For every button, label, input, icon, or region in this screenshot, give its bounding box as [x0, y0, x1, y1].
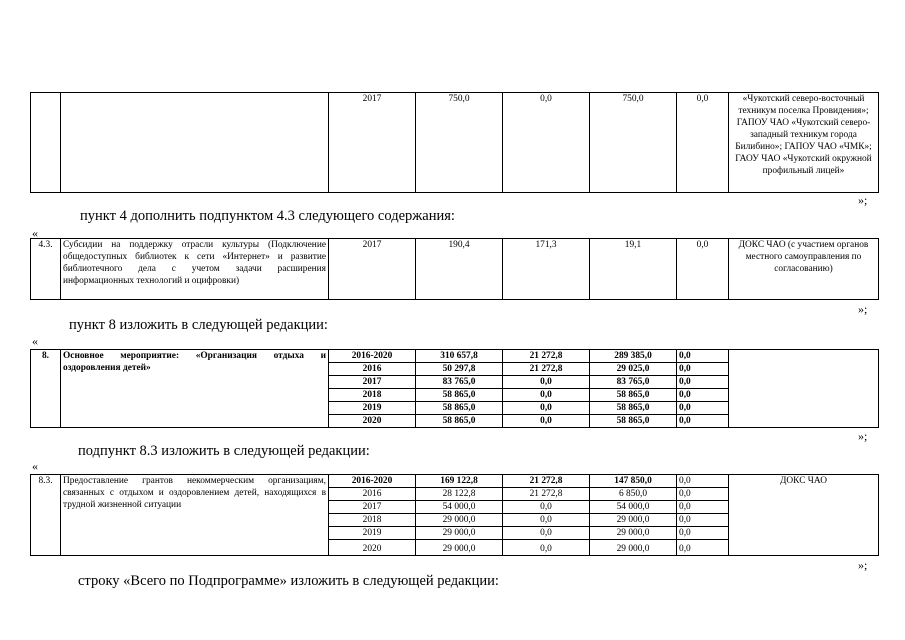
row-col3: 29 000,0	[590, 514, 677, 527]
closing-quote: »;	[858, 193, 868, 207]
row-description: Основное мероприятие: «Организация отдыха и оздоровления детей»	[61, 350, 329, 428]
row-total: 29 000,0	[416, 514, 503, 527]
opening-quote: «	[32, 226, 38, 240]
row-col4: 0,0	[677, 239, 729, 300]
row-year: 2020	[329, 540, 416, 556]
row-col3: 54 000,0	[590, 501, 677, 514]
row-description: Субсидии на поддержку отрасли культуры (Подключение общедоступных библиотек к сети «Интернет» и развитие библиотечного дела с учетом задачи расширения информационных технологий и оцифровки)	[61, 239, 329, 300]
row-col4: 0,0	[677, 389, 729, 402]
row-col3: 19,1	[590, 239, 677, 300]
row-year: 2016-2020	[329, 350, 416, 363]
row-total: 54 000,0	[416, 501, 503, 514]
opening-quote: «	[32, 334, 38, 348]
row-col2: 21 272,8	[503, 475, 590, 488]
row-total: 50 297,8	[416, 363, 503, 376]
row-col2: 21 272,8	[503, 363, 590, 376]
row-number: 8.	[31, 350, 61, 428]
row-col2: 0,0	[503, 514, 590, 527]
row-year: 2016-2020	[329, 475, 416, 488]
row-total: 29 000,0	[416, 527, 503, 540]
opening-quote: «	[32, 459, 38, 473]
row-total: 29 000,0	[416, 540, 503, 556]
row-col2: 0,0	[503, 93, 590, 193]
row-col4: 0,0	[677, 527, 729, 540]
row-col4: 0,0	[677, 376, 729, 389]
row-number	[31, 93, 61, 193]
row-col2: 0,0	[503, 540, 590, 556]
instruction-paragraph: подпункт 8.3 изложить в следующей редакции:	[78, 443, 370, 459]
row-executor: «Чукотский северо-восточный техникум поселка Провидения»; ГАПОУ ЧАО «Чукотский северо-западный техникум города Билибино»; ГАПОУ ЧАО «ЧМК»; ГАОУ ЧАО «Чукотский окружной профильный лицей»	[729, 93, 879, 193]
closing-quote: »;	[858, 429, 868, 443]
row-col4: 0,0	[677, 514, 729, 527]
row-description	[61, 93, 329, 193]
row-year: 2018	[329, 389, 416, 402]
instruction-paragraph: строку «Всего по Подпрограмме» изложить в следующей редакции:	[78, 573, 499, 589]
row-col2: 0,0	[503, 527, 590, 540]
row-col2: 21 272,8	[503, 488, 590, 501]
row-executor	[729, 350, 879, 428]
row-col2: 0,0	[503, 501, 590, 514]
row-year: 2019	[329, 527, 416, 540]
row-col3: 289 385,0	[590, 350, 677, 363]
row-total: 28 122,8	[416, 488, 503, 501]
row-total: 83 765,0	[416, 376, 503, 389]
row-col3: 6 850,0	[590, 488, 677, 501]
row-total: 310 657,8	[416, 350, 503, 363]
row-col2: 21 272,8	[503, 350, 590, 363]
row-year: 2017	[329, 239, 416, 300]
instruction-paragraph: пункт 4 дополнить подпунктом 4.3 следующего содержания:	[80, 208, 455, 224]
table-row	[31, 475, 879, 488]
row-col3: 29 000,0	[590, 540, 677, 556]
table-row	[31, 93, 879, 193]
row-col4: 0,0	[677, 363, 729, 376]
row-number: 4.3.	[31, 239, 61, 300]
row-col2: 0,0	[503, 415, 590, 428]
row-total: 750,0	[416, 93, 503, 193]
row-number: 8.3.	[31, 475, 61, 556]
table-item-8	[30, 349, 879, 428]
row-year: 2019	[329, 402, 416, 415]
row-col4: 0,0	[677, 475, 729, 488]
row-col4: 0,0	[677, 488, 729, 501]
closing-quote: »;	[858, 558, 868, 572]
closing-quote: »;	[858, 302, 868, 316]
row-col2: 0,0	[503, 402, 590, 415]
table-item-4-3	[30, 238, 879, 300]
row-col3: 29 025,0	[590, 363, 677, 376]
table-row	[31, 350, 879, 363]
row-description: Предоставление грантов некоммерческим организациям, связанных с отдыхом и оздоровлением детей, находящихся в трудной жизненной ситуации	[61, 475, 329, 556]
row-total: 58 865,0	[416, 402, 503, 415]
row-year: 2020	[329, 415, 416, 428]
row-col3: 58 865,0	[590, 402, 677, 415]
row-year: 2017	[329, 376, 416, 389]
row-total: 58 865,0	[416, 389, 503, 402]
row-year: 2016	[329, 363, 416, 376]
table-continuation	[30, 92, 879, 193]
row-col4: 0,0	[677, 415, 729, 428]
row-year: 2016	[329, 488, 416, 501]
table-row	[31, 239, 879, 300]
row-total: 169 122,8	[416, 475, 503, 488]
row-executor: ДОКС ЧАО (с участием органов местного самоуправления по согласованию)	[729, 239, 879, 300]
row-col2: 171,3	[503, 239, 590, 300]
row-col2: 0,0	[503, 376, 590, 389]
row-col3: 58 865,0	[590, 415, 677, 428]
table-item-8-3	[30, 474, 879, 556]
row-year: 2017	[329, 93, 416, 193]
row-year: 2017	[329, 501, 416, 514]
row-col3: 750,0	[590, 93, 677, 193]
row-col4: 0,0	[677, 93, 729, 193]
row-col4: 0,0	[677, 350, 729, 363]
row-col3: 29 000,0	[590, 527, 677, 540]
instruction-paragraph: пункт 8 изложить в следующей редакции:	[69, 317, 328, 333]
row-total: 190,4	[416, 239, 503, 300]
row-col4: 0,0	[677, 540, 729, 556]
row-executor: ДОКС ЧАО	[729, 475, 879, 556]
row-col3: 58 865,0	[590, 389, 677, 402]
row-year: 2018	[329, 514, 416, 527]
row-col3: 147 850,0	[590, 475, 677, 488]
row-col4: 0,0	[677, 501, 729, 514]
row-col3: 83 765,0	[590, 376, 677, 389]
row-col2: 0,0	[503, 389, 590, 402]
row-col4: 0,0	[677, 402, 729, 415]
row-total: 58 865,0	[416, 415, 503, 428]
